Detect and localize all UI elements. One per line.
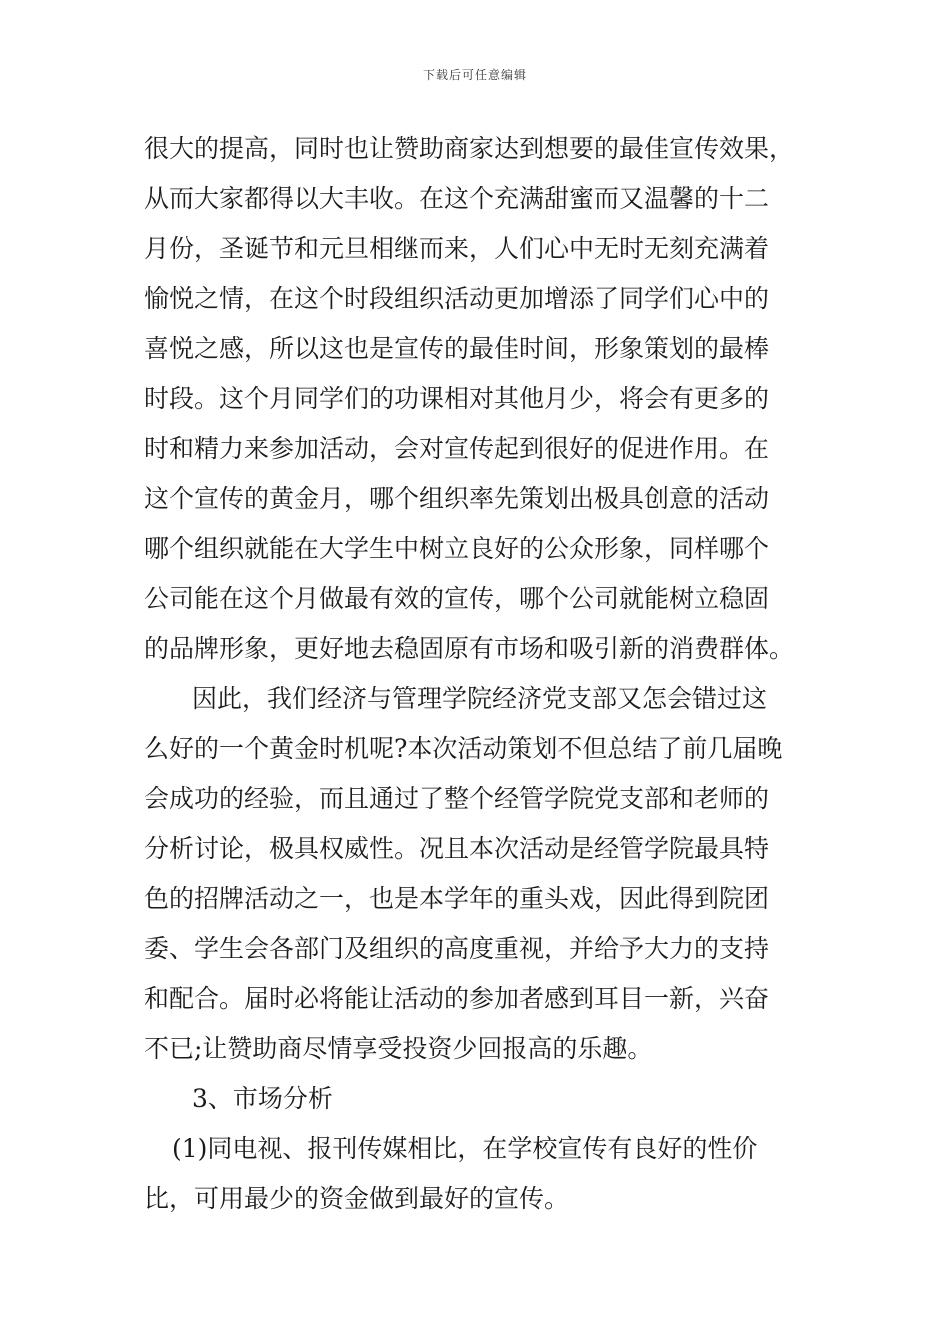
body-text <box>144 124 808 1224</box>
text-line: 公司能在这个月做最有效的宣传，哪个公司就能树立稳固 <box>144 584 770 613</box>
text-line: 时和精力来参加活动，会对宣传起到很好的促进作用。在 <box>144 434 770 463</box>
section-heading: 3、市场分析 <box>192 1084 333 1113</box>
text-line: 么好的一个黄金时机呢?本次活动策划不但总结了前几届晚 <box>144 734 783 763</box>
text-line: 和配合。届时必将能让活动的参加者感到耳目一新，兴奋 <box>144 984 770 1013</box>
text-line: 从而大家都得以大丰收。在这个充满甜蜜而又温馨的十二 <box>144 184 770 213</box>
text-line: 会成功的经验，而且通过了整个经管学院党支部和老师的 <box>144 784 770 813</box>
text-line: 时段。这个月同学们的功课相对其他月少，将会有更多的 <box>144 384 770 413</box>
list-item-line: (1)同电视、报刊传媒相比，在学校宣传有良好的性价 <box>172 1134 758 1163</box>
text-line: 色的招牌活动之一，也是本学年的重头戏，因此得到院团 <box>144 884 770 913</box>
text-line: 的品牌形象，更好地去稳固原有市场和吸引新的消费群体。 <box>144 634 795 663</box>
text-line: 委、学生会各部门及组织的高度重视，并给予大力的支持 <box>144 934 770 963</box>
text-line: 愉悦之情，在这个时段组织活动更加增添了同学们心中的 <box>144 284 770 313</box>
text-line: 喜悦之感，所以这也是宣传的最佳时间，形象策划的最棒 <box>144 334 770 363</box>
text-line: 哪个组织就能在大学生中树立良好的公众形象，同样哪个 <box>144 534 770 563</box>
text-line: 分析讨论，极具权威性。况且本次活动是经管学院最具特 <box>144 834 770 863</box>
text-line: 这个宣传的黄金月，哪个组织率先策划出极具创意的活动 <box>144 484 770 513</box>
paragraph-start-line: 因此，我们经济与管理学院经济党支部又怎会错过这 <box>192 684 768 713</box>
header-note: 下载后可任意编辑 <box>422 68 527 82</box>
text-line: 不已;让赞助商尽情享受投资少回报高的乐趣。 <box>144 1034 653 1063</box>
text-line: 月份，圣诞节和元旦相继而来，人们心中无时无刻充满着 <box>144 234 770 263</box>
text-line: 很大的提高，同时也让赞助商家达到想要的最佳宣传效果， <box>144 134 795 163</box>
text-line: 比，可用最少的资金做到最好的宣传。 <box>144 1184 570 1213</box>
